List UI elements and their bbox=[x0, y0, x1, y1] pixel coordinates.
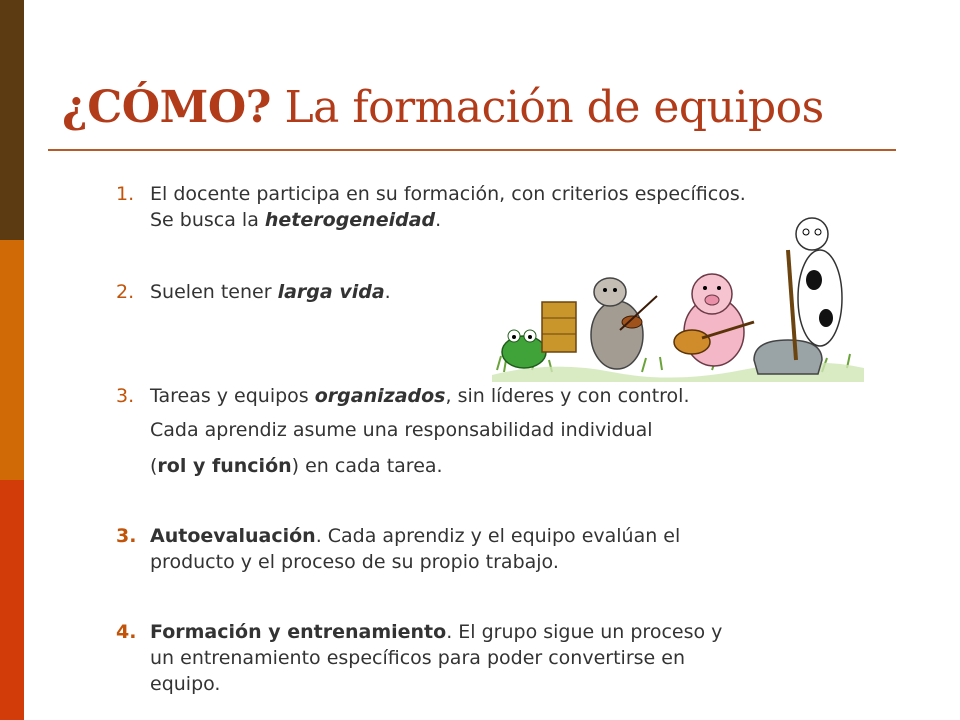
item-number: 1. bbox=[116, 183, 135, 205]
stripe-segment-red bbox=[0, 480, 24, 720]
item-text-line3 bbox=[150, 454, 443, 478]
text-fragment: . El grupo sigue un proceso y bbox=[446, 621, 723, 643]
frog-character bbox=[502, 330, 546, 368]
stripe-segment-brown bbox=[0, 0, 24, 240]
text-fragment: , sin líderes y con control. bbox=[445, 385, 690, 407]
item-text-line3: equipo. bbox=[150, 673, 221, 695]
text-fragment: . bbox=[435, 209, 442, 231]
text-fragment: ( bbox=[150, 455, 158, 477]
emphasis-organizados: organizados bbox=[314, 385, 446, 407]
title-underline bbox=[48, 149, 896, 151]
emphasis-larga-vida: larga vida bbox=[277, 281, 385, 303]
text-fragment: Se busca la bbox=[150, 209, 265, 231]
emphasis-heterogeneidad: heterogeneidad bbox=[264, 209, 436, 231]
item-text-line2: Cada aprendiz asume una responsabilidad individual bbox=[150, 419, 653, 441]
item-text-line1 bbox=[150, 384, 690, 408]
farm-animals-band-illustration bbox=[492, 210, 864, 396]
text-fragment: . bbox=[384, 281, 391, 303]
item-text-line1 bbox=[150, 620, 722, 644]
item-text-line2: un entrenamiento específicos para poder convertirse en bbox=[150, 647, 685, 669]
emphasis-autoevaluacion: Autoevaluación bbox=[150, 525, 316, 547]
sheep-violinist bbox=[591, 278, 657, 369]
wooden-stool bbox=[542, 302, 576, 352]
text-fragment: Suelen tener bbox=[150, 281, 278, 303]
emphasis-rol-funcion: rol y función bbox=[157, 455, 292, 477]
item-text-line2 bbox=[150, 208, 441, 232]
text-fragment: ) en cada tarea. bbox=[291, 455, 443, 477]
item-number: 3. bbox=[116, 525, 137, 547]
title-question: ¿CÓMO? bbox=[62, 82, 271, 133]
slide-title bbox=[62, 76, 824, 140]
pig-guitarist bbox=[674, 274, 754, 366]
cow-with-churn bbox=[754, 218, 842, 374]
left-color-stripe bbox=[0, 0, 24, 720]
item-number: 3. bbox=[116, 385, 135, 407]
item-text-line1 bbox=[150, 524, 680, 548]
item-text-line1: El docente participa en su formación, con criterios específicos. bbox=[150, 183, 746, 205]
text-fragment: Tareas y equipos bbox=[150, 385, 315, 407]
item-number: 4. bbox=[116, 621, 137, 643]
text-fragment: . Cada aprendiz y el equipo evalúan el bbox=[315, 525, 681, 547]
emphasis-formacion: Formación y entrenamiento bbox=[150, 621, 447, 643]
title-topic: La formación de equipos bbox=[270, 82, 824, 133]
item-text-line2: producto y el proceso de su propio trabajo. bbox=[150, 551, 559, 573]
stripe-segment-orange bbox=[0, 240, 24, 480]
item-text bbox=[150, 280, 391, 304]
item-number: 2. bbox=[116, 281, 135, 303]
